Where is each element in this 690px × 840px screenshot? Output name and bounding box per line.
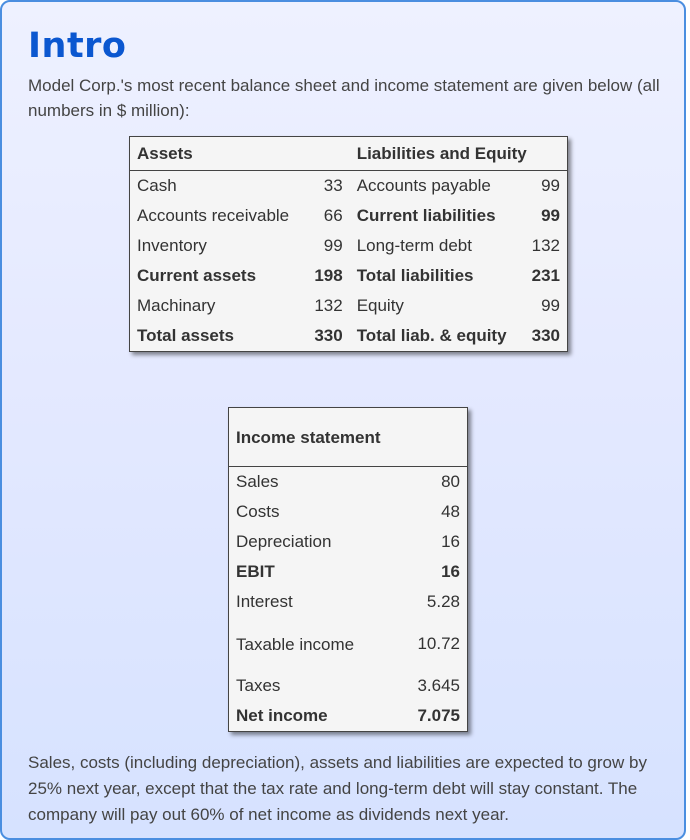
liability-label: Current liabilities [356, 206, 496, 225]
liability-value: 99 [541, 296, 560, 315]
income-value: 10.72 [417, 634, 460, 653]
balance-sheet-header-row [130, 137, 568, 171]
asset-label: Total assets [137, 326, 235, 345]
assets-header: Assets [130, 137, 350, 171]
income-value: 48 [441, 502, 460, 521]
table-row [130, 291, 568, 321]
income-value: 7.075 [417, 706, 460, 725]
balance-sheet-table [129, 136, 568, 352]
asset-value: 330 [314, 326, 343, 345]
income-label: Costs [236, 502, 280, 521]
income-label: Taxable income [236, 634, 355, 654]
income-statement-header: Income statement [229, 408, 468, 467]
table-row [130, 321, 568, 352]
liability-value: 99 [541, 206, 560, 225]
page-title: Intro [28, 26, 127, 66]
liability-label: Equity [356, 296, 404, 315]
asset-label: Cash [137, 176, 177, 195]
liability-value: 231 [531, 266, 560, 285]
table-row [229, 587, 468, 617]
asset-value: 66 [323, 206, 343, 225]
liability-label: Total liab. & equity [356, 326, 507, 345]
table-row [229, 467, 468, 498]
intro-paragraph: Model Corp.'s most recent balance sheet and income statement are given below (all numbers in $ million): [28, 76, 660, 120]
asset-label: Accounts receivable [137, 206, 290, 225]
liability-label: Total liabilities [356, 266, 474, 285]
income-label: Net income [236, 706, 328, 725]
liability-value: 330 [531, 326, 560, 345]
income-label: EBIT [236, 562, 275, 581]
liability-value: 99 [541, 176, 560, 195]
table-row [130, 231, 568, 261]
income-value: 3.645 [417, 676, 460, 695]
liability-value: 132 [531, 236, 560, 255]
asset-value: 33 [323, 176, 343, 195]
asset-label: Machinary [137, 296, 216, 315]
income-statement-header-row [229, 408, 468, 467]
income-value: 16 [441, 562, 460, 581]
table-row [130, 261, 568, 291]
liabilities-header: Liabilities and Equity [350, 137, 568, 171]
income-value: 80 [441, 472, 460, 491]
table-row [130, 201, 568, 231]
asset-value: 99 [323, 236, 343, 255]
asset-label: Inventory [137, 236, 207, 255]
asset-value: 198 [314, 266, 343, 285]
income-label: Sales [236, 472, 279, 491]
asset-value: 132 [314, 296, 343, 315]
table-row [229, 557, 468, 587]
table-row [229, 497, 468, 527]
table-row [130, 171, 568, 202]
liability-label: Accounts payable [356, 176, 491, 195]
outro-paragraph: Sales, costs (including depreciation), assets and liabilities are expected to grow by 25% next year, except that the tax rate and long-term debt will stay constant. The company will pay out 60% of net income as dividends next year. [28, 753, 647, 824]
table-row [229, 671, 468, 701]
liability-label: Long-term debt [356, 236, 472, 255]
table-row [229, 701, 468, 732]
table-row [229, 617, 468, 671]
income-value: 5.28 [426, 592, 460, 611]
income-value: 16 [441, 532, 460, 551]
income-label: Interest [236, 592, 293, 611]
income-statement-table [228, 407, 468, 732]
table-row [229, 527, 468, 557]
income-label: Depreciation [236, 532, 332, 551]
income-label: Taxes [236, 676, 281, 695]
asset-label: Current assets [137, 266, 257, 285]
